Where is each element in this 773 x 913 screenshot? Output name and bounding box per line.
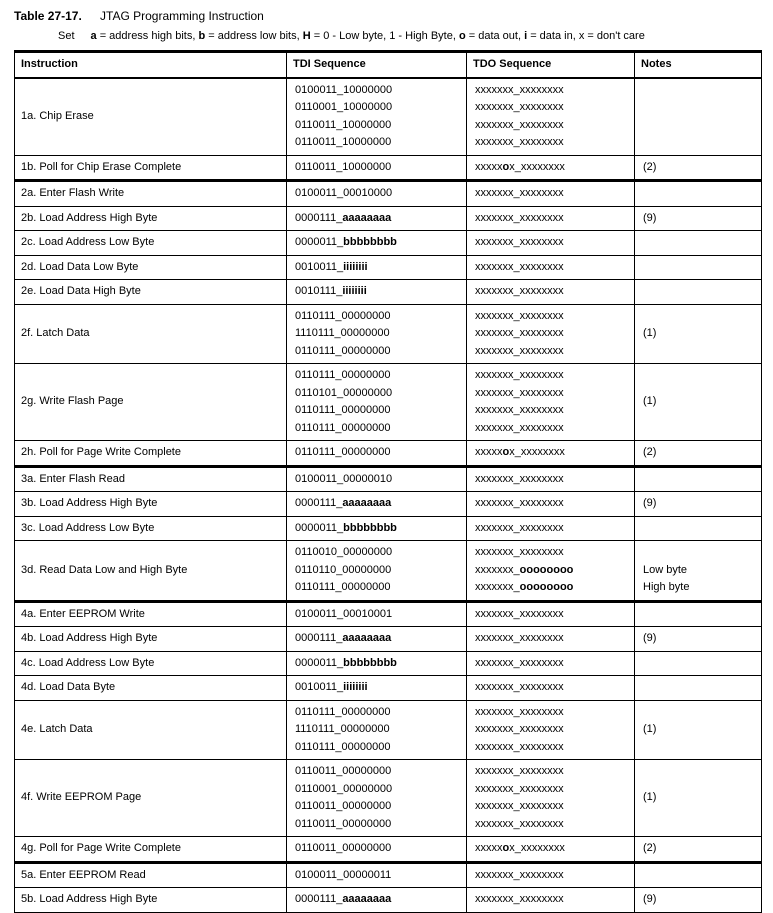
instruction-cell: 2f. Latch Data [15,304,287,364]
sequence-line: 1110111_00000000 [295,327,390,339]
tdi-sequence-cell [287,492,467,517]
sequence-line: xxxxxox_xxxxxxxx [475,842,565,854]
sequence-line: xxxxxxx_xxxxxxxx [475,782,564,795]
tdi-sequence-cell [287,760,467,837]
instruction-cell: 3d. Read Data Low and High Byte [15,541,287,602]
tdi-sequence-cell [287,441,467,467]
tdi-sequence-cell [287,862,467,888]
instruction-cell: 5b. Load Address High Byte [15,888,287,913]
tdo-sequence-cell [467,466,635,492]
column-header: Notes [635,52,762,78]
note-line [643,655,755,673]
tdo-sequence-cell [467,862,635,888]
notes-cell [635,280,762,305]
sequence-line: xxxxxxx_xxxxxxxx [475,118,564,131]
instruction-cell: 1b. Poll for Chip Erase Complete [15,155,287,181]
note-line: (9) [643,211,657,224]
sequence-line: 0110011_10000000 [295,118,392,131]
instruction-cell: 2g. Write Flash Page [15,364,287,441]
tdi-sequence-cell [287,466,467,492]
instruction-cell: 4f. Write EEPROM Page [15,760,287,837]
notes-cell [635,888,762,913]
note-line [643,185,755,203]
tdo-sequence-cell [467,78,635,156]
table-row [15,676,762,701]
tdi-sequence-cell [287,255,467,280]
instruction-cell: 2e. Load Data High Byte [15,280,287,305]
table-row [15,837,762,863]
instruction-cell: 3a. Enter Flash Read [15,466,287,492]
tdo-sequence-cell [467,181,635,207]
notes-cell [635,516,762,541]
notes-cell [635,651,762,676]
table-row [15,516,762,541]
sequence-line: xxxxxxx_xxxxxxxx [475,765,564,777]
sequence-line: xxxxxxx_xxxxxxxx [475,497,564,509]
note-line: (1) [643,327,657,339]
instruction-cell: 1a. Chip Erase [15,78,287,156]
tdi-sequence-cell [287,837,467,863]
sequence-line: 0100011_00000010 [295,472,393,485]
sequence-line: 0110001_10000000 [295,101,393,113]
sequence-line: xxxxxox_xxxxxxxx [475,446,565,458]
sequence-line: xxxxxox_xxxxxxxx [475,160,565,173]
header-row [15,52,762,78]
table-body [15,78,762,913]
table-row [15,700,762,760]
note-line [643,679,755,697]
note-line: (2) [643,842,657,854]
notes-cell [635,466,762,492]
tdo-sequence-cell [467,700,635,760]
tdo-sequence-cell [467,651,635,676]
tdo-sequence-cell [467,837,635,863]
note-line: (2) [643,160,657,173]
note-line [643,544,755,562]
note-line: (9) [643,497,657,509]
tdi-sequence-cell [287,155,467,181]
note-line: (9) [643,893,657,905]
column-header: Instruction [15,52,287,78]
sequence-line: 0010111_iiiiiiii [295,285,367,297]
table-row [15,364,762,441]
tdo-sequence-cell [467,280,635,305]
tdo-sequence-cell [467,601,635,627]
sequence-line: 0110110_00000000 [295,563,392,576]
sequence-line: xxxxxxx_xxxxxxxx [475,386,564,399]
notes-cell [635,760,762,837]
tdi-sequence-cell [287,700,467,760]
sequence-line: xxxxxxx_xxxxxxxx [475,893,564,905]
instruction-cell: 3b. Load Address High Byte [15,492,287,517]
tdi-sequence-cell [287,364,467,441]
notes-cell [635,155,762,181]
instruction-cell: 4d. Load Data Byte [15,676,287,701]
legend-text: a = address high bits, b = address low bits, H = 0 - Low byte, 1 - High Byte, o = data out, i = data in, x = don't care [90,30,645,42]
tdo-sequence-cell [467,627,635,652]
note-line: (1) [643,791,657,804]
tdo-sequence-cell [467,676,635,701]
instruction-cell: 2a. Enter Flash Write [15,181,287,207]
sequence-line: xxxxxxx_xxxxxxxx [475,681,564,693]
tdi-sequence-cell [287,888,467,913]
tdo-sequence-cell [467,206,635,231]
instruction-cell: 4a. Enter EEPROM Write [15,601,287,627]
tdo-sequence-cell [467,231,635,256]
sequence-line: 0000111_aaaaaaaa [295,211,392,224]
table-row [15,231,762,256]
table-row [15,466,762,492]
table-row [15,155,762,181]
notes-cell [635,441,762,467]
tdi-sequence-cell [287,676,467,701]
tdo-sequence-cell [467,760,635,837]
notes-cell [635,837,762,863]
tdi-sequence-cell [287,651,467,676]
notes-cell [635,206,762,231]
table-row [15,441,762,467]
note-line: (1) [643,723,657,735]
sequence-line: xxxxxxx_xxxxxxxx [475,83,564,96]
note-line: (9) [643,632,657,644]
tdi-sequence-cell [287,206,467,231]
sequence-line: xxxxxxx_oooooooo [475,581,574,593]
table-row [15,760,762,837]
sequence-line: 0110111_00000000 [295,705,391,718]
sequence-line: 0000011_bbbbbbbb [295,656,397,669]
instruction-cell: 4c. Load Address Low Byte [15,651,287,676]
tdo-sequence-cell [467,888,635,913]
sequence-line: 0110111_00000000 [295,309,391,322]
sequence-line: xxxxxxx_xxxxxxxx [475,546,564,558]
note-line: Low byte [643,563,688,576]
column-header: TDO Sequence [467,52,635,78]
sequence-line: 0100011_00010000 [295,187,393,199]
table-row [15,627,762,652]
note-line [643,520,755,538]
note-line: High byte [643,581,690,593]
table-row [15,862,762,888]
sequence-line: 0110111_00000000 [295,369,391,381]
table-caption [14,9,761,43]
tdo-sequence-cell [467,364,635,441]
tdi-sequence-cell [287,304,467,364]
notes-cell [635,304,762,364]
tdi-sequence-cell [287,627,467,652]
sequence-line: xxxxxxx_xxxxxxxx [475,800,564,812]
instruction-cell: 3c. Load Address Low Byte [15,516,287,541]
note-line [643,471,755,489]
notes-cell [635,231,762,256]
sequence-line: xxxxxxx_xxxxxxxx [475,211,564,224]
sequence-line: 0100011_10000000 [295,83,393,96]
notes-cell [635,181,762,207]
tdo-sequence-cell [467,255,635,280]
instruction-cell: 2d. Load Data Low Byte [15,255,287,280]
sequence-line: 0000111_aaaaaaaa [295,893,392,905]
jtag-programming-table [14,50,762,913]
notes-cell [635,541,762,602]
tdi-sequence-cell [287,280,467,305]
tdi-sequence-cell [287,516,467,541]
tdo-sequence-cell [467,441,635,467]
sequence-line: 0110010_00000000 [295,546,393,558]
sequence-line: 0110001_00000000 [295,782,393,795]
caption-line-1 [14,9,761,24]
sequence-line: 0110111_00000000 [295,421,391,434]
sequence-line: 0110011_00000000 [295,842,392,854]
table-row [15,651,762,676]
sequence-line: 0110011_10000000 [295,136,392,148]
sequence-line: xxxxxxx_oooooooo [475,563,574,576]
table-title: JTAG Programming Instruction [100,9,264,23]
instruction-cell: 4g. Poll for Page Write Complete [15,837,287,863]
notes-cell [635,492,762,517]
notes-cell [635,364,762,441]
note-line [643,606,755,624]
sequence-line: 0110101_00000000 [295,386,393,399]
sequence-line: xxxxxxx_xxxxxxxx [475,369,564,381]
notes-cell [635,78,762,156]
sequence-line: 0110111_00000000 [295,404,391,416]
note-line [643,867,755,885]
tdi-sequence-cell [287,231,467,256]
sequence-line: 0110111_00000000 [295,446,391,458]
sequence-line: xxxxxxx_xxxxxxxx [475,632,564,644]
sequence-line: xxxxxxx_xxxxxxxx [475,187,564,199]
sequence-line: xxxxxxx_xxxxxxxx [475,656,564,669]
sequence-line: xxxxxxx_xxxxxxxx [475,723,564,735]
sequence-line: xxxxxxx_xxxxxxxx [475,101,564,113]
tdo-sequence-cell [467,304,635,364]
sequence-line: xxxxxxx_xxxxxxxx [475,521,564,534]
table-header [15,52,762,78]
tdi-sequence-cell [287,181,467,207]
note-line [643,259,755,277]
sequence-line: 0110111_00000000 [295,344,391,357]
sequence-line: 1110111_00000000 [295,723,390,735]
caption-line-2 [14,29,761,43]
table-row [15,304,762,364]
sequence-line: 0110011_10000000 [295,160,392,173]
sequence-line: xxxxxxx_xxxxxxxx [475,607,564,620]
table-number: Table 27-17. [14,9,82,23]
instruction-cell: 2c. Load Address Low Byte [15,231,287,256]
sequence-line: 0010011_iiiiiiii [295,260,368,273]
tdo-sequence-cell [467,516,635,541]
sequence-line: xxxxxxx_xxxxxxxx [475,260,564,273]
column-header: TDI Sequence [287,52,467,78]
sequence-line: 0110011_00000000 [295,800,392,812]
sequence-line: 0000011_bbbbbbbb [295,521,397,534]
tdo-sequence-cell [467,155,635,181]
notes-cell [635,700,762,760]
table-row [15,181,762,207]
notes-cell [635,676,762,701]
sequence-line: 0000111_aaaaaaaa [295,632,392,644]
notes-cell [635,255,762,280]
tdi-sequence-cell [287,541,467,602]
tdo-sequence-cell [467,492,635,517]
tdi-sequence-cell [287,78,467,156]
sequence-line: xxxxxxx_xxxxxxxx [475,344,564,357]
table-row [15,601,762,627]
instruction-cell: 2h. Poll for Page Write Complete [15,441,287,467]
note-line [643,234,755,252]
sequence-line: 0110011_00000000 [295,765,392,777]
sequence-line: xxxxxxx_xxxxxxxx [475,327,564,339]
table-row [15,280,762,305]
instruction-cell: 4b. Load Address High Byte [15,627,287,652]
table-row [15,255,762,280]
tdi-sequence-cell [287,601,467,627]
sequence-line: 0110011_00000000 [295,817,392,830]
notes-cell [635,627,762,652]
sequence-line: xxxxxxx_xxxxxxxx [475,705,564,718]
sequence-line: xxxxxxx_xxxxxxxx [475,472,564,485]
table-title-continuation: Set [58,30,75,42]
sequence-line: xxxxxxx_xxxxxxxx [475,309,564,322]
note-line [643,283,755,301]
sequence-line: xxxxxxx_xxxxxxxx [475,236,564,248]
sequence-line: 0110111_00000000 [295,581,391,593]
table-row [15,492,762,517]
sequence-line: xxxxxxx_xxxxxxxx [475,868,564,881]
tdo-sequence-cell [467,541,635,602]
table-row [15,888,762,913]
sequence-line: xxxxxxx_xxxxxxxx [475,740,564,753]
note-line: (2) [643,446,657,458]
sequence-line: 0110111_00000000 [295,740,391,753]
notes-cell [635,862,762,888]
table-row [15,78,762,156]
sequence-line: xxxxxxx_xxxxxxxx [475,285,564,297]
sequence-line: 0100011_00000011 [295,868,392,881]
sequence-line: xxxxxxx_xxxxxxxx [475,817,564,830]
sequence-line: 0000111_aaaaaaaa [295,497,392,509]
notes-cell [635,601,762,627]
instruction-cell: 5a. Enter EEPROM Read [15,862,287,888]
note-line: (1) [643,395,657,408]
sequence-line: xxxxxxx_xxxxxxxx [475,404,564,416]
sequence-line: 0000011_bbbbbbbb [295,236,397,248]
sequence-line: 0010011_iiiiiiii [295,681,368,693]
note-line [643,108,755,126]
instruction-cell: 4e. Latch Data [15,700,287,760]
sequence-line: xxxxxxx_xxxxxxxx [475,136,564,148]
table-row [15,541,762,602]
table-row [15,206,762,231]
sequence-line: 0100011_00010001 [295,607,393,620]
instruction-cell: 2b. Load Address High Byte [15,206,287,231]
sequence-line: xxxxxxx_xxxxxxxx [475,421,564,434]
